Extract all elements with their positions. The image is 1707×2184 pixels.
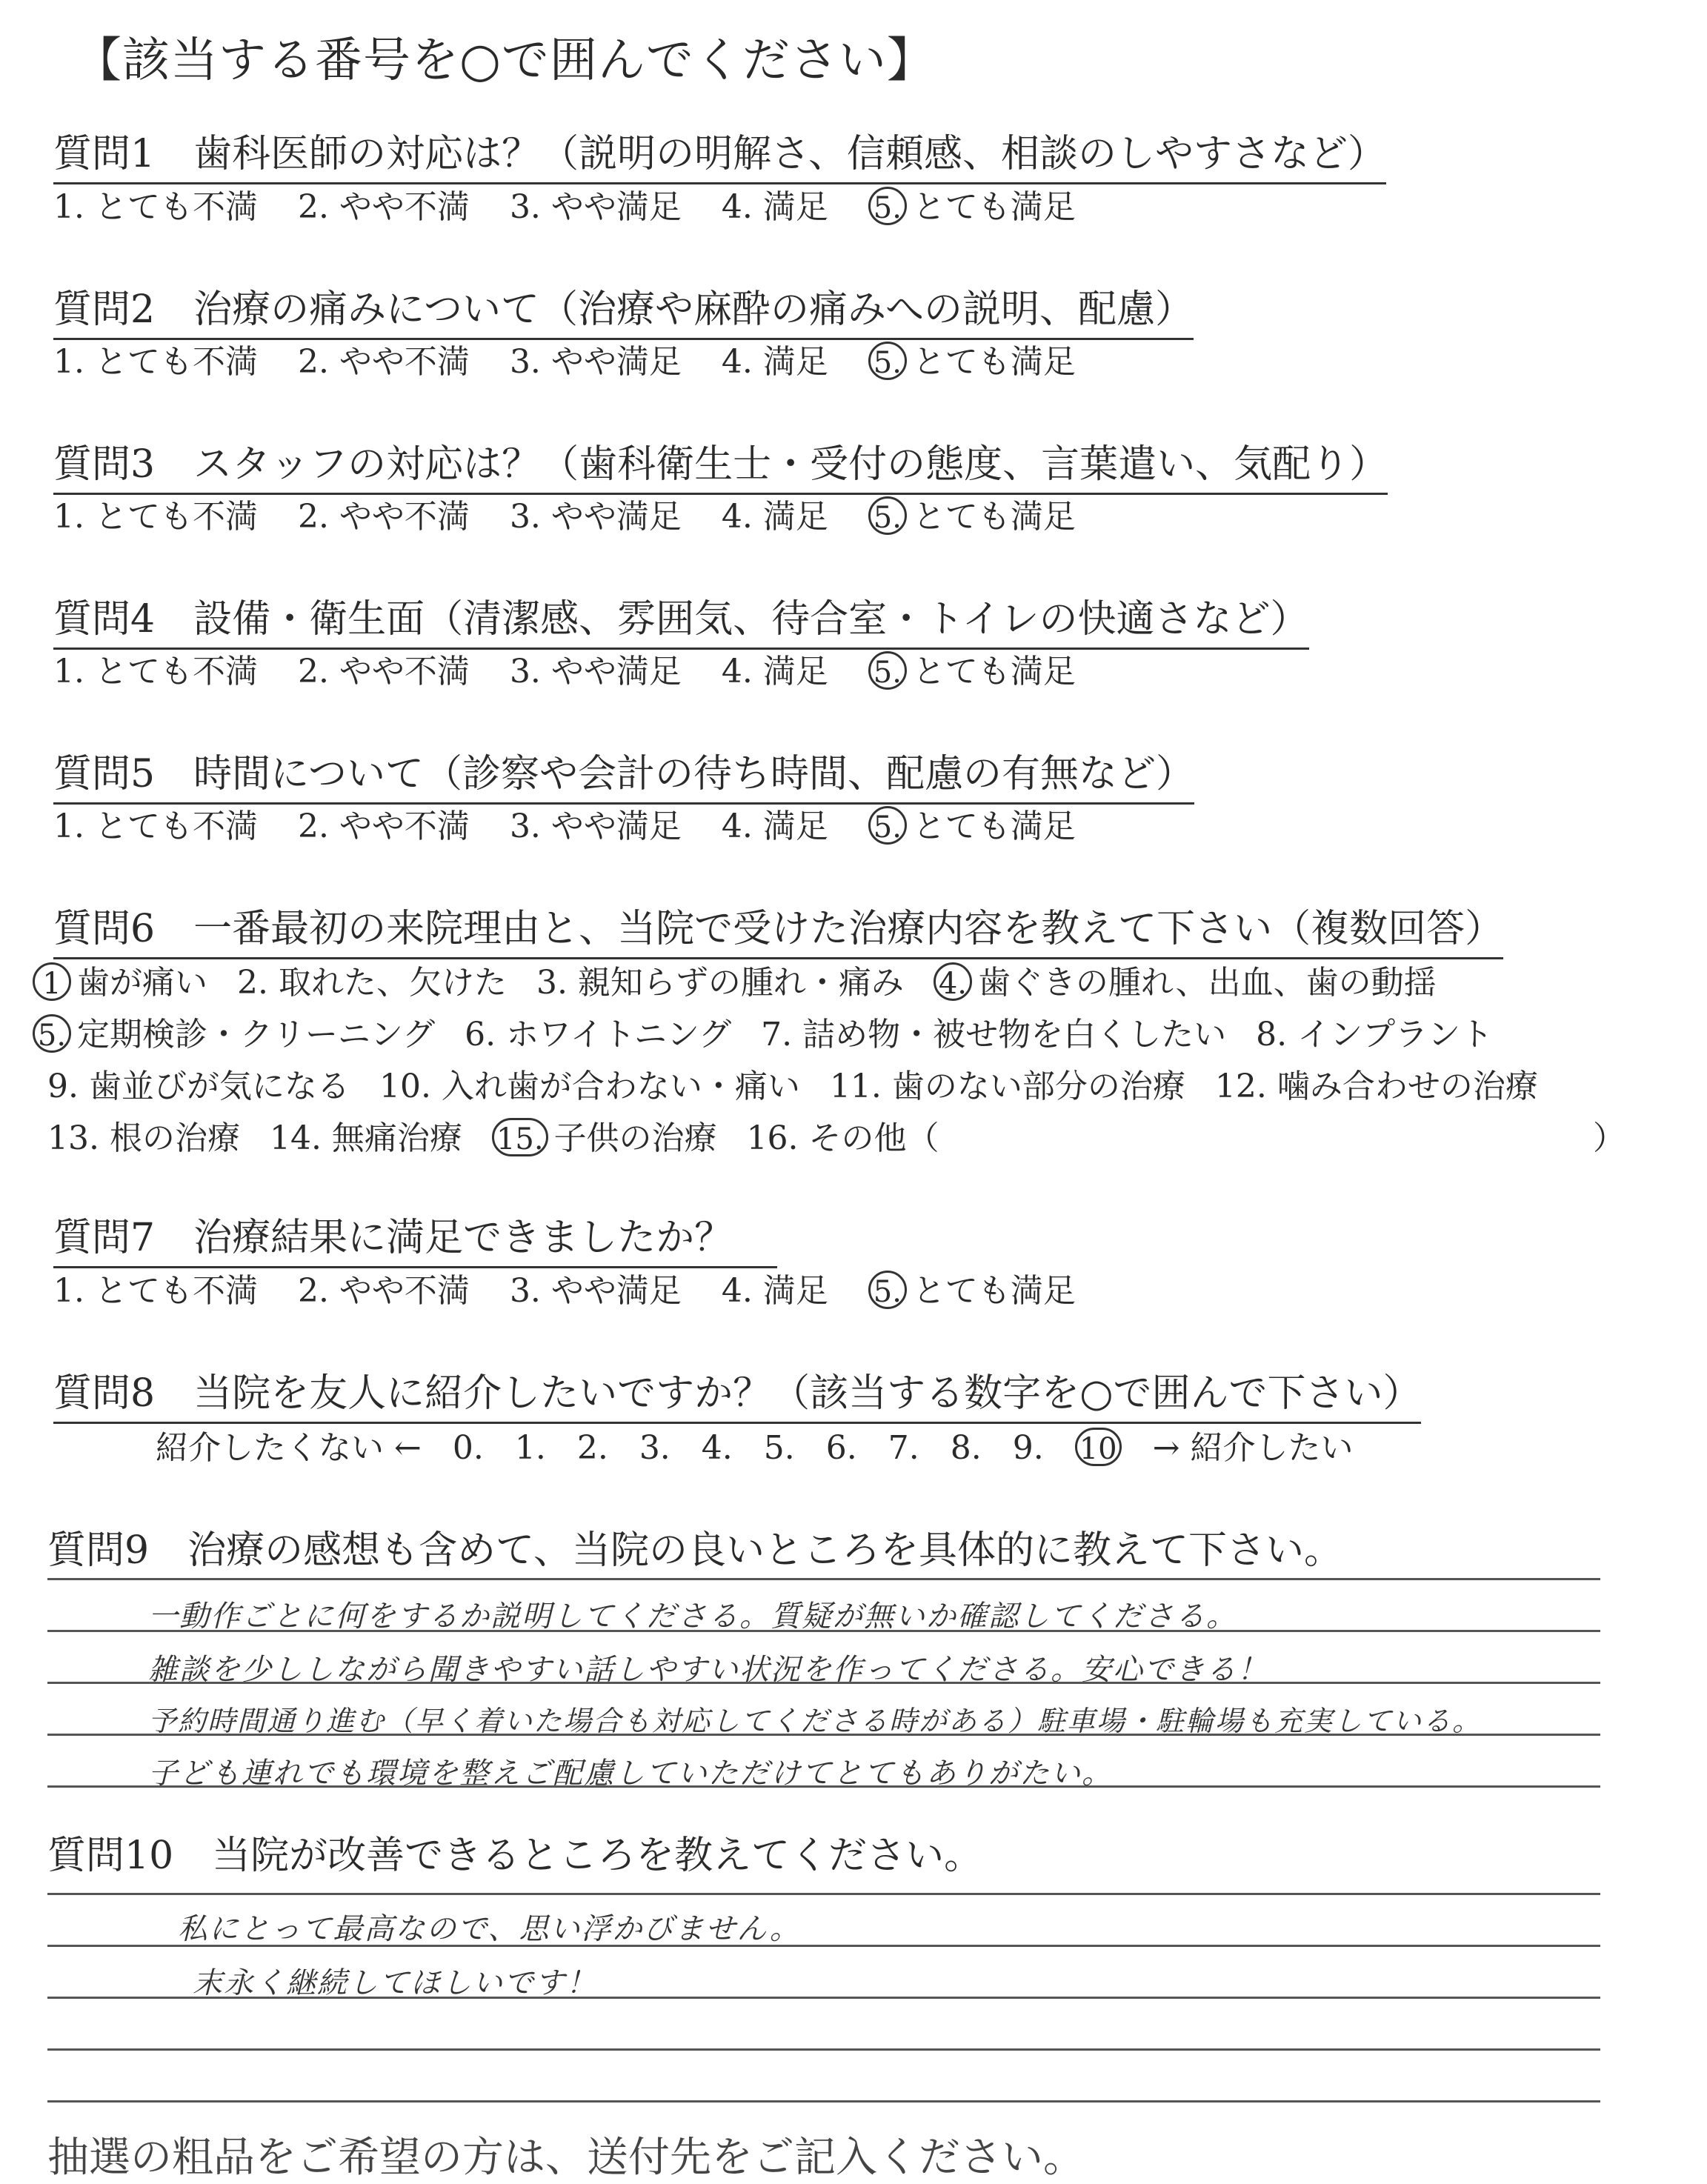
selected-option-circle[interactable]: 15. xyxy=(492,1118,548,1156)
option-1[interactable]: 1. とても不満 xyxy=(53,1272,258,1310)
option-1[interactable]: 1. とても不満 xyxy=(53,343,258,381)
option-5-label: とても満足 xyxy=(912,498,1076,536)
option-2[interactable]: 2. やや不満 xyxy=(297,343,470,381)
option-11[interactable]: 11. 歯のない部分の治療 xyxy=(829,1068,1185,1105)
q8-scale xyxy=(156,1421,1384,1468)
selected-option-circle[interactable]: 5. xyxy=(868,651,907,690)
answer-line xyxy=(47,2048,1600,2051)
option-1[interactable]: 1. とても不満 xyxy=(53,498,258,536)
answer-line xyxy=(47,1734,1600,1736)
question-10: 質問10 当院が改善できるところを教えてください。 xyxy=(47,1834,983,1878)
q7-options xyxy=(53,1264,1076,1311)
option-2[interactable]: 2. 取れた、欠けた xyxy=(237,964,507,1002)
selected-option-circle[interactable]: 5. xyxy=(868,1271,907,1309)
answer-line xyxy=(47,1893,1600,1895)
q3-options xyxy=(53,490,1076,537)
option-7[interactable]: 7. 詰め物・被せ物を白くしたい xyxy=(761,1016,1227,1053)
question-4: 質問4 設備・衛生面（清潔感、雰囲気、待合室・トイレの快適さなど） xyxy=(53,587,1309,650)
option-13[interactable]: 13. 根の治療 xyxy=(47,1119,240,1157)
scale-5[interactable]: 5. xyxy=(763,1429,795,1467)
q6-row-2 xyxy=(33,1008,1523,1055)
scale-6[interactable]: 6. xyxy=(825,1429,857,1467)
selected-scale-circle[interactable]: 10 xyxy=(1075,1428,1122,1466)
option-3[interactable]: 3. やや満足 xyxy=(509,1272,682,1310)
option-5-label: とても満足 xyxy=(912,188,1076,226)
answer-line xyxy=(47,1682,1600,1684)
answer-text[interactable]: 私にとって最高なので、思い浮かびません。 xyxy=(178,1912,801,1946)
scale-0[interactable]: 0. xyxy=(452,1429,484,1467)
scale-8[interactable]: 8. xyxy=(950,1429,982,1467)
form-title: 【該当する番号を○で囲んでください】 xyxy=(74,33,935,88)
selected-option-circle[interactable]: 5. xyxy=(868,806,907,845)
option-1[interactable]: 1. とても不満 xyxy=(53,653,258,690)
answer-text[interactable]: 予約時間通り進む（早く着いた場合も対応してくださる時がある）駐車場・駐輪場も充実している。 xyxy=(148,1705,1483,1737)
scale-7[interactable]: 7. xyxy=(888,1429,919,1467)
answer-line xyxy=(47,1578,1600,1580)
selected-option-circle[interactable]: 5. xyxy=(868,496,907,535)
q2-options xyxy=(53,335,1076,382)
option-2[interactable]: 2. やや不満 xyxy=(297,498,470,536)
option-9[interactable]: 9. 歯並びが気になる xyxy=(47,1068,350,1105)
option-2[interactable]: 2. やや不満 xyxy=(297,653,470,690)
option-4[interactable]: 4. 満足 xyxy=(721,653,828,690)
question-3: 質問3 スタッフの対応は？（歯科衛生士・受付の態度、言葉遣い、気配り） xyxy=(53,433,1388,495)
answer-text[interactable]: 一動作ごとに何をするか説明してくださる。質疑が無いか確認してくださる。 xyxy=(148,1599,1237,1634)
option-5-label: とても満足 xyxy=(912,343,1076,381)
q4-options xyxy=(53,645,1076,692)
option-4[interactable]: 4. 満足 xyxy=(721,343,828,381)
scale-3[interactable]: 3. xyxy=(639,1429,671,1467)
option-3[interactable]: 3. やや満足 xyxy=(509,653,682,690)
answer-line xyxy=(47,1630,1600,1632)
option-3[interactable]: 3. 親知らずの腫れ・痛み xyxy=(536,964,904,1002)
answer-line xyxy=(47,1785,1600,1788)
q1-options xyxy=(53,180,1076,227)
q5-options xyxy=(53,799,1076,847)
option-2[interactable]: 2. やや不満 xyxy=(297,188,470,226)
option-4[interactable]: 4. 満足 xyxy=(721,498,828,536)
option-2[interactable]: 2. やや不満 xyxy=(297,808,470,845)
question-2: 質問2 治療の痛みについて（治療や麻酔の痛みへの説明、配慮） xyxy=(53,278,1194,340)
answer-line xyxy=(47,1997,1600,1999)
q6-row-3 xyxy=(47,1059,1568,1107)
answer-text[interactable]: 雑談を少ししながら聞きやすい話しやすい状況を作ってくださる。安心できる！ xyxy=(148,1653,1268,1687)
selected-option-circle[interactable]: 1 xyxy=(33,962,71,1001)
option-16-close: ） xyxy=(1593,1119,1626,1157)
option-4-label: 歯ぐきの腫れ、出血、歯の動揺 xyxy=(977,964,1437,1002)
option-3[interactable]: 3. やや満足 xyxy=(509,188,682,226)
question-5: 質問5 時間について（診察や会計の待ち時間、配慮の有無など） xyxy=(53,742,1194,805)
option-1-label: 歯が痛い xyxy=(77,964,207,1002)
option-14[interactable]: 14. 無痛治療 xyxy=(269,1119,462,1157)
question-8: 質問8 当院を友人に紹介したいですか？（該当する数字を○で囲んで下さい） xyxy=(53,1362,1421,1424)
option-8[interactable]: 8. インプラント xyxy=(1256,1016,1494,1053)
selected-option-circle[interactable]: 5. xyxy=(868,187,907,225)
option-1[interactable]: 1. とても不満 xyxy=(53,188,258,226)
option-5-label: とても満足 xyxy=(912,653,1076,690)
q6-row-4 xyxy=(47,1111,939,1159)
option-1[interactable]: 1. とても不満 xyxy=(53,808,258,845)
option-12[interactable]: 12. 噛み合わせの治療 xyxy=(1214,1068,1538,1105)
option-2[interactable]: 2. やや不満 xyxy=(297,1272,470,1310)
answer-text[interactable]: 子ども連れでも環境を整えご配慮していただけてとてもありがたい。 xyxy=(148,1757,1113,1791)
scale-right-label: → 紹介したい xyxy=(1152,1429,1354,1467)
q6-row-1 xyxy=(33,956,1437,1003)
selected-option-circle[interactable]: 4. xyxy=(934,962,972,1001)
option-15-label: 子供の治療 xyxy=(553,1119,717,1157)
option-4[interactable]: 4. 満足 xyxy=(721,188,828,226)
selected-option-circle[interactable]: 5. xyxy=(33,1014,71,1053)
option-4[interactable]: 4. 満足 xyxy=(721,808,828,845)
question-1: 質問1 歯科医師の対応は？（説明の明解さ、信頼感、相談のしやすさなど） xyxy=(53,122,1386,184)
option-5-label: とても満足 xyxy=(912,1272,1076,1310)
option-5-label: 定期検診・クリーニング xyxy=(77,1016,436,1053)
option-6[interactable]: 6. ホワイトニング xyxy=(465,1016,732,1053)
option-3[interactable]: 3. やや満足 xyxy=(509,498,682,536)
scale-2[interactable]: 2. xyxy=(576,1429,608,1467)
question-6: 質問6 一番最初の来院理由と、当院で受けた治療内容を教えて下さい（複数回答） xyxy=(53,897,1503,959)
scale-4[interactable]: 4. xyxy=(701,1429,733,1467)
answer-text[interactable]: 末永く継続してほしいです！ xyxy=(193,1966,597,2000)
selected-option-circle[interactable]: 5. xyxy=(868,342,907,380)
question-7: 質問7 治療結果に満足できましたか？ xyxy=(53,1206,777,1268)
option-3[interactable]: 3. やや満足 xyxy=(509,343,682,381)
scale-left-label: 紹介したくない ← xyxy=(156,1429,422,1467)
option-3[interactable]: 3. やや満足 xyxy=(509,808,682,845)
answer-line xyxy=(47,1945,1600,1947)
question-9: 質問9 治療の感想も含めて、当院の良いところを具体的に教えて下さい。 xyxy=(47,1528,1343,1573)
scale-1[interactable]: 1. xyxy=(514,1429,546,1467)
option-10[interactable]: 10. 入れ歯が合わない・痛い xyxy=(379,1068,800,1105)
option-4[interactable]: 4. 満足 xyxy=(721,1272,828,1310)
option-5-label: とても満足 xyxy=(912,808,1076,845)
scale-9[interactable]: 9. xyxy=(1012,1429,1044,1467)
option-16[interactable]: 16. その他（ xyxy=(746,1119,939,1157)
answer-line xyxy=(47,2100,1600,2103)
footer-note: 抽選の粗品をご希望の方は、送付先をご記入ください。 xyxy=(47,2134,1085,2182)
